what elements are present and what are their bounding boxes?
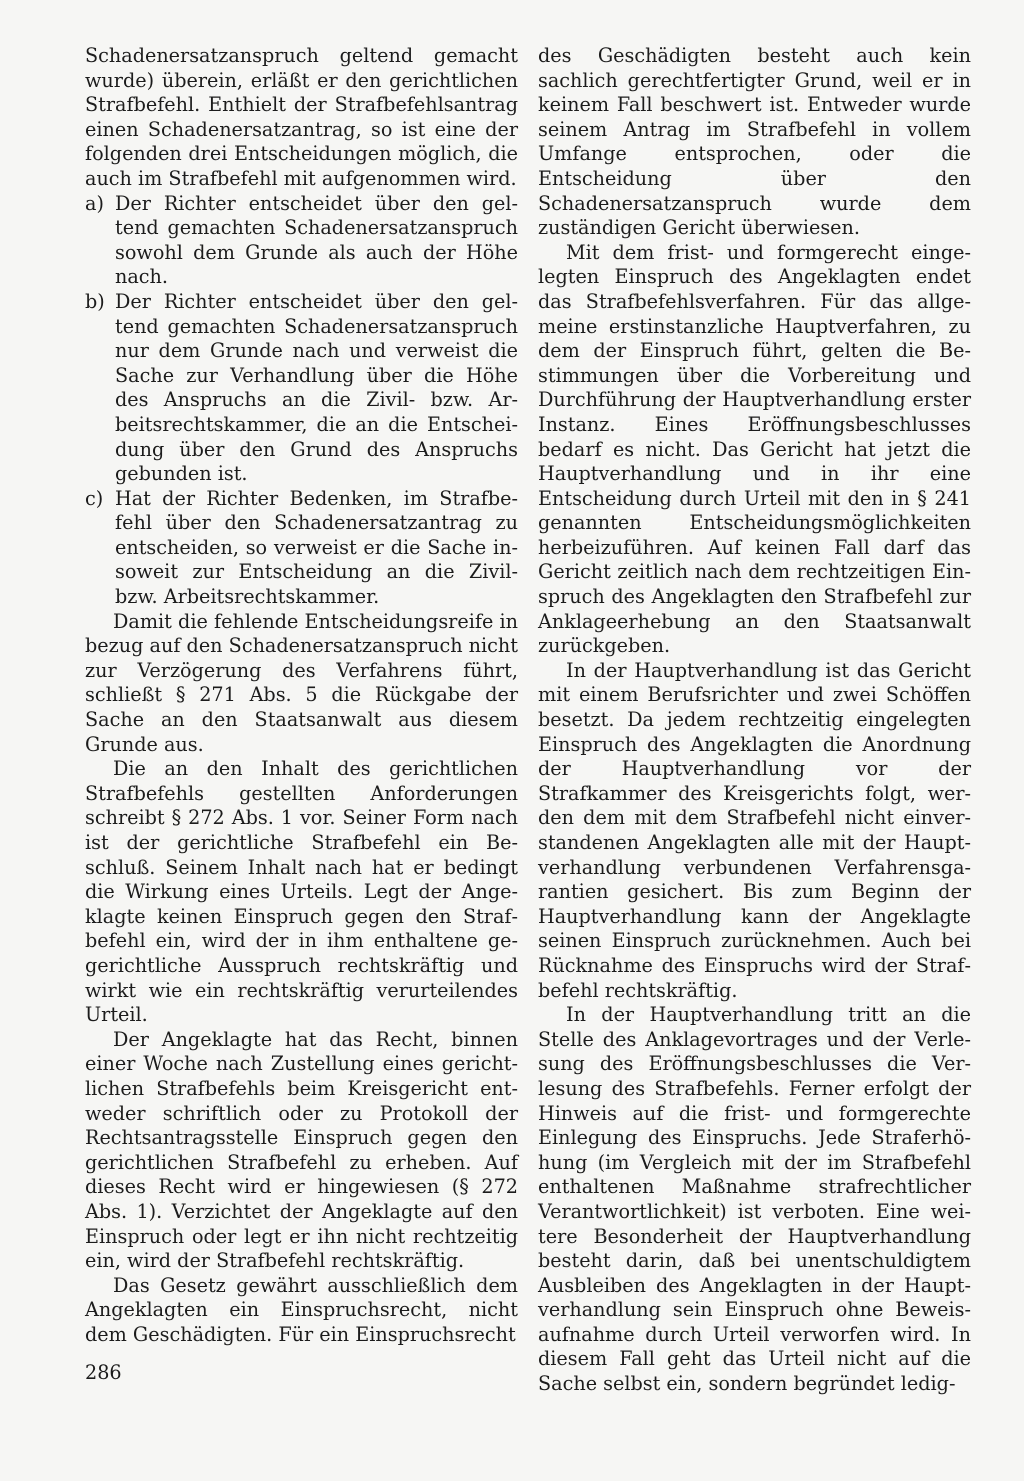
list-text: Der Richter entscheidet über den geltend gemachten Schadenersatzanspruch nur dem Grunde nach und verweist die Sache zur Verhandlung über die Höhe des Anspruchs an die Zivil- bzw. Arbeitsrechtskammer, die an die Entscheidung über den Grund des Anspruchs gebunden ist. [115,289,518,486]
paragraph-intro: Schadenersatzanspruch geltend gemacht wurde) überein, erläßt er den gerichtlichen Strafbefehl. Enthielt der Strafbefehlsantrag einen Schadenersatzantrag, so ist eine der folgenden drei Entscheidungen möglich, die auch im Strafbefehl mit aufgenommen wird. [85,44,518,190]
paragraph: Der Angeklagte hat das Recht, binnen einer Woche nach Zustellung eines gerichtlichen Strafbefehls beim Kreisgericht entweder schriftlich oder zu Protokoll der Rechtsantragsstelle Einspruch gegen den gerichtlichen Strafbefehl zu erheben. Auf dieses Recht wird er hingewiesen (§ 272 Abs. 1). Verzichtet der Angeklagte auf den Einspruch oder legt er ihn nicht rechtzeitig ein, wird der Strafbefehl rechtskräftig. [85,1027,518,1273]
list-label: b) [85,289,105,313]
list-item-c [85,487,518,610]
paragraph: Damit die fehlende Entscheidungsreife in bezug auf den Schadenersatzanspruch nicht zur Verzögerung des Verfahrens führt, schließt § 271 Abs. 5 die Rückgabe der Sache an den Staatsanwalt aus diesem Grunde aus. [85,609,518,756]
page-number: 286 [85,1361,122,1384]
list-text: Der Richter entscheidet über den geltend gemachten Schadenersatzanspruch sowohl dem Grunde als auch der Höhe nach. [115,191,518,289]
left-column [85,44,518,1347]
paragraph: Das Gesetz gewährt ausschließlich dem Angeklagten ein Einspruchsrecht, nicht dem Geschädigten. Für ein Einspruchsrecht [85,1273,518,1346]
right-column [538,44,971,1397]
paragraph: In der Hauptverhandlung tritt an die Stelle des Anklagevortrages und der Verlesung des Eröffnungsbeschlusses die Verlesung des Strafbefehls. Ferner erfolgt der Hinweis auf die frist- und formgerechte Einlegung des Einspruchs. Jede Straferhöhung (im Vergleich mit der im Strafbefehl enthaltenen Maßnahme strafrechtlicher Verantwortlichkeit) ist verboten. Eine weitere Besonderheit der Hauptverhandlung besteht darin, daß bei unentschuldigtem Ausbleiben des Angeklagten in der Hauptverhandlung sein Einspruch ohne Beweisaufnahme durch Urteil verworfen wird. In diesem Fall geht das Urteil nicht auf die Sache selbst ein, sondern begründet ledig- [538,1003,971,1396]
paragraph: In der Hauptverhandlung ist das Gericht mit einem Berufsrichter und zwei Schöffen besetzt. Da jedem rechtzeitig eingelegten Einspruch des Angeklagten die Anordnung der Hauptverhandlung vor der Strafkammer des Kreisgerichts folgt, werden dem mit dem Strafbefehl nicht einverstandenen Angeklagten alle mit der Hauptverhandlung verbundenen Verfahrensgarantien gesichert. Bis zum Beginn der Hauptverhandlung kann der Angeklagte seinen Einspruch zurücknehmen. Auch bei Rücknahme des Einspruchs wird der Strafbefehl rechtskräftig. [538,658,971,1002]
paragraph-continuation: des Geschädigten besteht auch kein sachlich gerechtfertigter Grund, weil er in keinem Fall beschwert ist. Entweder wurde seinem Antrag im Strafbefehl in vollem Umfange entsprochen, oder die Entscheidung über den Schadenersatzanspruch wurde dem zuständigen Gericht überwiesen. [538,44,971,240]
list-item-b [85,290,518,487]
list-label: c) [85,486,104,510]
list-text: Hat der Richter Bedenken, im Strafbefehl über den Schadenersatzantrag zu entscheiden, so verweist er die Sache insoweit zur Entscheidung an die Zivil- bzw. Arbeitsrechtskammer. [115,486,518,609]
list-label: a) [85,191,104,215]
list-item-a [85,192,518,290]
paragraph: Mit dem frist- und formgerecht eingelegten Einspruch des Angeklagten endet das Strafbefehlsverfahren. Für das allgemeine erstinstanzliche Hauptverfahren, zu dem der Einspruch führt, gelten die Bestimmungen über die Vorbereitung und Durchführung der Hauptverhandlung erster Instanz. Eines Eröffnungsbeschlusses bedarf es nicht. Das Gericht hat jetzt die Hauptverhandlung und in ihr eine Entscheidung durch Urteil mit den in § 241 genannten Entscheidungsmöglichkeiten herbeizuführen. Auf keinen Fall darf das Gericht zeitlich nach dem rechtzeitigen Einspruch des Angeklagten den Strafbefehl zur Anklageerhebung an den Staatsanwalt zurückgeben. [538,240,971,658]
paragraph: Die an den Inhalt des gerichtlichen Strafbefehls gestellten Anforderungen schreibt § 272 Abs. 1 vor. Seiner Form nach ist der gerichtliche Strafbefehl ein Beschluß. Seinem Inhalt nach hat er bedingt die Wirkung eines Urteils. Legt der Angeklagte keinen Einspruch gegen den Strafbefehl ein, wird der in ihm enthaltene gegerichtliche Ausspruch rechtskräftig und wirkt wie ein rechtskräftig verurteilendes Urteil. [85,757,518,1027]
